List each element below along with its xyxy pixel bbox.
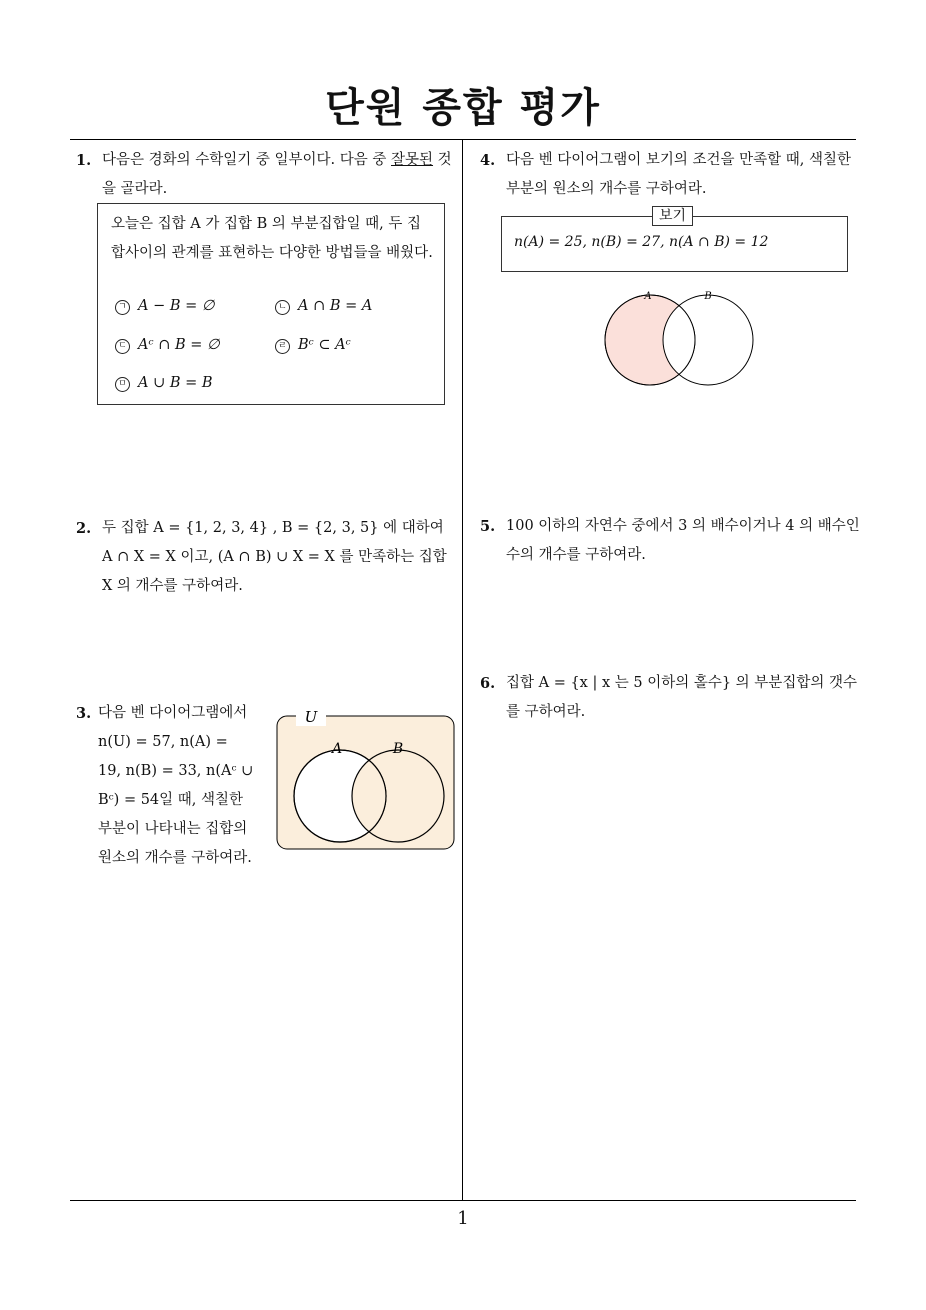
- question-number: 1.: [76, 152, 92, 169]
- question-line: 다음 벤 다이어그램이 보기의 조건을 만족할 때, 색칠한: [506, 152, 852, 168]
- option-mark: ㄷ: [115, 339, 130, 354]
- q1-option-3[interactable]: [115, 337, 220, 354]
- question-1: [76, 146, 458, 204]
- option-mark: ㄱ: [115, 300, 130, 315]
- option-mark: ㄴ: [275, 300, 290, 315]
- question-line: 100 이하의 자연수 중에서 3 의 배수이거나 4 의 배수인: [506, 518, 860, 534]
- universe-label: U: [304, 708, 318, 726]
- set-b-label: B: [704, 291, 712, 302]
- question-line: 수의 개수를 구하여라.: [506, 547, 646, 563]
- question-number: 5.: [480, 518, 496, 535]
- set-a-label: A: [644, 291, 652, 302]
- condition-box-label: 보기: [652, 206, 693, 226]
- question-number: 4.: [480, 152, 496, 169]
- option-expr: Bᶜ ⊂ Aᶜ: [298, 337, 351, 353]
- question-6: [480, 669, 865, 727]
- question-text: [506, 146, 865, 204]
- underlined-word: 잘못된: [391, 152, 434, 168]
- question-5: [480, 512, 865, 570]
- option-expr: A − B = ∅: [138, 298, 215, 314]
- question-3: [76, 699, 276, 873]
- question-line: 집합 A = {x | x 는 5 이하의 홀수} 의 부분집합의 갯수: [506, 675, 857, 691]
- question-line: 19, n(B) = 33, n(Aᶜ ∪: [98, 763, 254, 779]
- question-text-part: 것을 골라라.: [102, 152, 452, 197]
- question-line: X 의 개수를 구하여라.: [102, 578, 243, 594]
- condition-text: n(A) = 25, n(B) = 27, n(A ∩ B) = 12: [514, 234, 769, 250]
- header-rule: [70, 139, 856, 140]
- option-mark: ㄹ: [275, 339, 290, 354]
- question-4: [480, 146, 865, 204]
- footer-rule: [70, 1200, 856, 1201]
- set-b-label: B: [392, 741, 404, 757]
- q1-option-2[interactable]: [275, 298, 372, 315]
- question-text: [102, 146, 458, 204]
- question-line: A ∩ X = X 이고, (A ∩ B) ∪ X = X 를 만족하는 집합: [102, 549, 447, 565]
- question-line: 부분의 원소의 개수를 구하여라.: [506, 181, 707, 197]
- q3-venn-diagram: [276, 706, 456, 854]
- option-expr: A ∪ B = B: [138, 375, 213, 391]
- question-text: [102, 514, 458, 601]
- question-text-part: 다음은 경화의 수학일기 중 일부이다. 다음 중: [102, 152, 391, 168]
- question-text: [506, 512, 865, 570]
- option-expr: Aᶜ ∩ B = ∅: [138, 337, 220, 353]
- question-line: n(U) = 57, n(A) =: [98, 734, 228, 750]
- question-line: 다음 벤 다이어그램에서: [98, 705, 248, 721]
- page-title: 단원 종합 평가: [325, 85, 601, 131]
- q1-option-5[interactable]: [115, 375, 213, 392]
- option-mark: ㅁ: [115, 377, 130, 392]
- question-line: 부분이 나타내는 집합의: [98, 821, 248, 837]
- question-number: 6.: [480, 675, 496, 692]
- column-divider: [462, 139, 463, 1201]
- question-line: Bᶜ) = 54일 때, 색칠한: [98, 792, 244, 808]
- q1-option-4[interactable]: [275, 337, 351, 354]
- question-line: 를 구하여라.: [506, 704, 586, 720]
- option-expr: A ∩ B = A: [298, 298, 373, 314]
- question-line: 원소의 개수를 구하여라.: [98, 850, 252, 866]
- diary-text: 오늘은 집합 A 가 집합 B 의 부분집합일 때, 두 집합사이의 관계를 표현하는 다양한 방법들을 배웠다.: [111, 216, 433, 261]
- question-number: 2.: [76, 520, 92, 537]
- question-text: [506, 669, 865, 727]
- q1-option-1[interactable]: [115, 298, 215, 315]
- question-line: 두 집합 A = {1, 2, 3, 4} , B = {2, 3, 5} 에 대하여: [102, 520, 444, 536]
- set-a-label: A: [331, 741, 343, 757]
- question-number: 3.: [76, 705, 92, 722]
- question-text: [98, 699, 276, 873]
- question-2: [76, 514, 458, 601]
- q4-venn-diagram: [596, 284, 766, 390]
- page-number: 1: [457, 1208, 469, 1229]
